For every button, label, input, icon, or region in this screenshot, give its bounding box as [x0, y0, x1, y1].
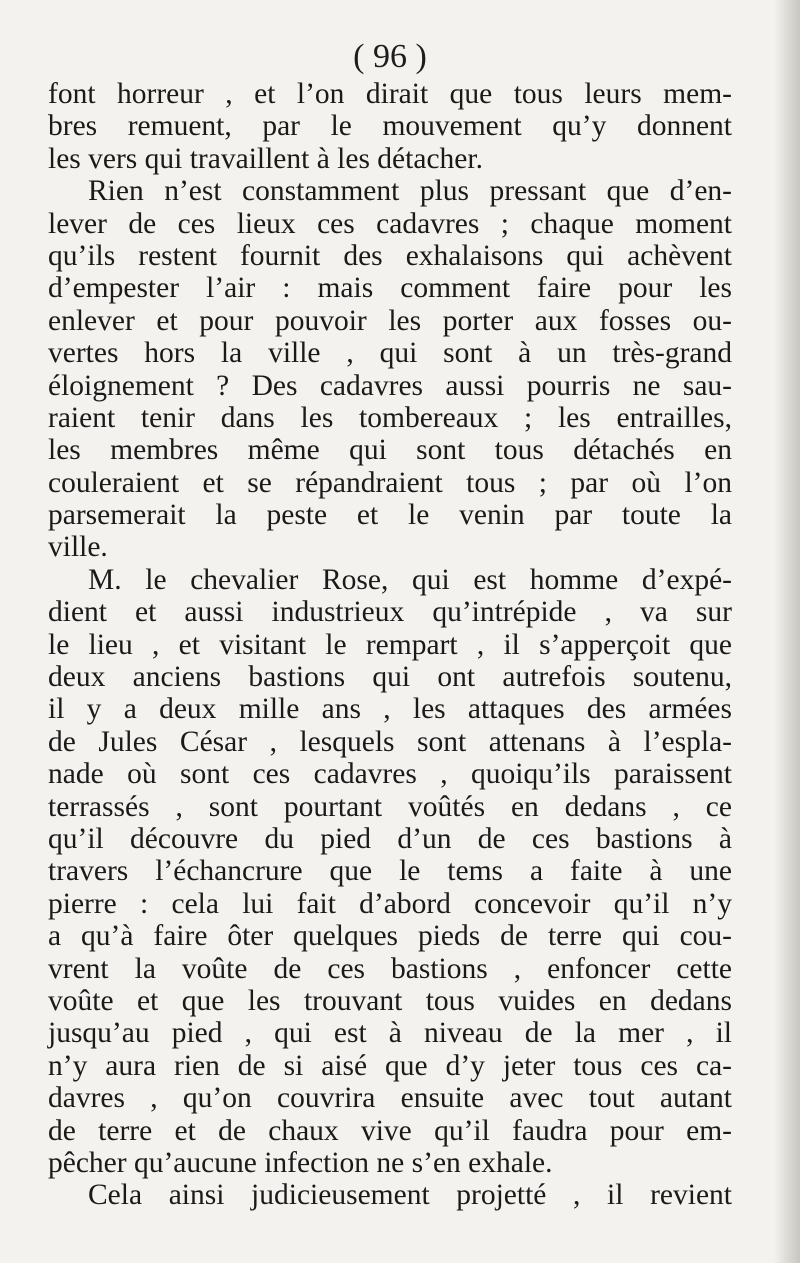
text-line: qu’il découvre du pied d’un de ces bastions à	[48, 822, 732, 855]
text-line: a qu’à faire ôter quelques pieds de terre qui cou-	[48, 920, 732, 953]
text-line: d’empester l’air : mais comment faire pour les	[48, 272, 732, 305]
text-line: éloignement ? Des cadavres aussi pourris ne sau-	[48, 369, 732, 402]
page-edge-shadow	[774, 0, 800, 1263]
text-line: nade où sont ces cadavres , quoiqu’ils paraissent	[48, 758, 732, 791]
text-line: couleraient et se répandraient tous ; par où l’on	[48, 466, 732, 499]
text-line: n’y aura rien de si aisé que d’y jeter tous ces ca-	[48, 1049, 732, 1082]
text-line: raient tenir dans les tombereaux ; les entrailles,	[48, 401, 732, 434]
text-line: de Jules César , lesquels sont attenans à l’espla-	[48, 725, 732, 758]
text-line: enlever et pour pouvoir les porter aux fosses ou-	[48, 304, 732, 337]
text-line: bres remuent, par le mouvement qu’y donnent	[48, 110, 732, 143]
text-line: dient et aussi industrieux qu’intrépide , va sur	[48, 596, 732, 629]
text-line: ville.	[48, 531, 108, 564]
text-line: de terre et de chaux vive qu’il faudra pour em-	[48, 1114, 732, 1147]
body-text	[48, 78, 732, 1212]
text-line: travers l’échancrure que le tems a faite à une	[48, 855, 732, 888]
text-line: pêcher qu’aucune infection ne s’en exhale.	[48, 1146, 553, 1179]
text-line: qu’ils restent fournit des exhalaisons qui achèvent	[48, 239, 732, 272]
text-line: le lieu , et visitant le rempart , il s’apperçoit que	[48, 628, 732, 661]
text-line: voûte et que les trouvant tous vuides en dedans	[48, 984, 732, 1017]
text-line: jusqu’au pied , qui est à niveau de la mer , il	[48, 1017, 732, 1050]
text-line: parsemerait la peste et le venin par toute la	[48, 499, 732, 532]
text-line: terrassés , sont pourtant voûtés en dedans , ce	[48, 790, 732, 823]
text-line: il y a deux mille ans , les attaques des armées	[48, 693, 732, 726]
page-number: ( 96 )	[353, 38, 427, 75]
text-line: vertes hors la ville , qui sont à un très-grand	[48, 337, 732, 370]
text-line: font horreur , et l’on dirait que tous leurs mem-	[48, 78, 732, 110]
text-line: vrent la voûte de ces bastions , enfoncer cette	[48, 952, 732, 985]
text-line: Cela ainsi judicieusement projetté , il revient	[88, 1179, 732, 1212]
text-line: les membres même qui sont tous détachés en	[48, 434, 732, 467]
text-line: lever de ces lieux ces cadavres ; chaque moment	[48, 207, 732, 240]
text-line: deux anciens bastions qui ont autrefois soutenu,	[48, 661, 732, 694]
text-line: pierre : cela lui fait d’abord concevoir qu’il n’y	[48, 887, 732, 920]
text-line: les vers qui travaillent à les détacher.	[48, 142, 483, 175]
text-line: davres , qu’on couvrira ensuite avec tout autant	[48, 1082, 732, 1115]
text-line: M. le chevalier Rose, qui est homme d’expé-	[88, 563, 732, 596]
text-line: Rien n’est constamment plus pressant que d’en-	[88, 175, 732, 208]
